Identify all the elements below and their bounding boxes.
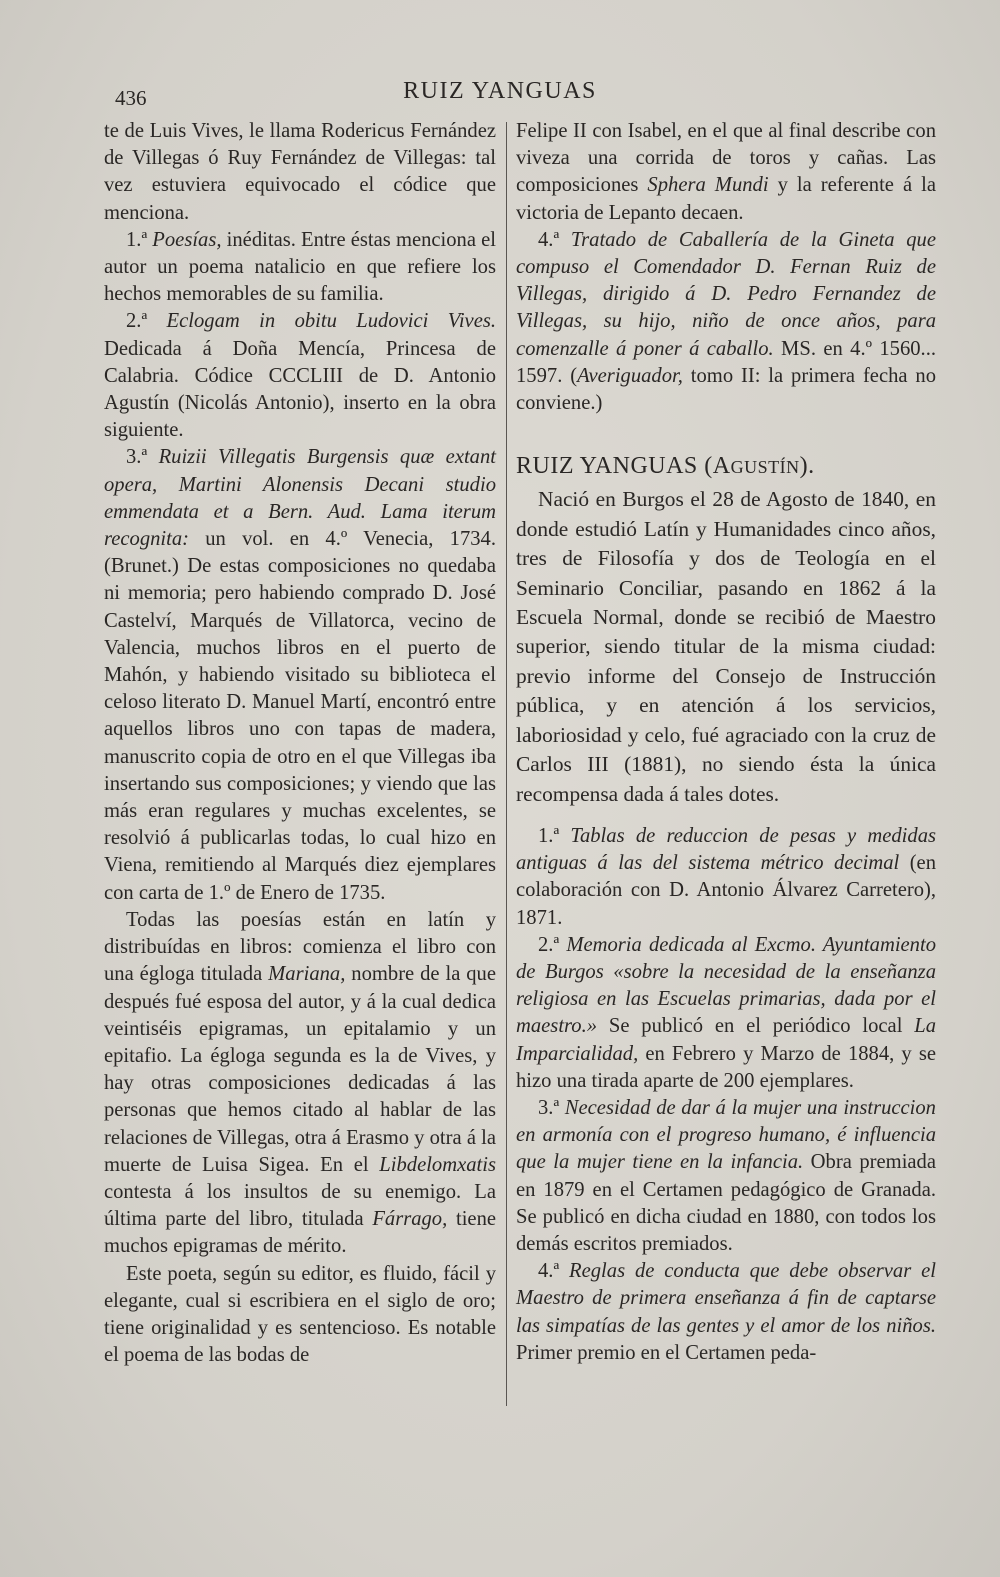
author-given-initial: (A: [704, 453, 731, 480]
item-number: 3.ª: [538, 1096, 560, 1119]
item-text: MS. en 4.º 1560... 1597. (: [516, 337, 936, 387]
work-title: Necesidad de dar á la mujer una instruccion en armonía con el progreso humano, é influencia que la mujer tiene en la infancia.: [516, 1096, 936, 1174]
list-item: [516, 1258, 936, 1367]
text-run: contesta á los insultos de su enemigo. La última parte del libro, titulada: [104, 1180, 496, 1231]
item-text: Primer premio en el Certamen peda-: [516, 1341, 817, 1364]
page-header: [0, 78, 1000, 114]
left-column: [104, 118, 496, 1369]
list-item: [516, 1095, 936, 1258]
right-column: [516, 118, 936, 1367]
work-title: Poesías,: [152, 228, 222, 251]
list-item: [516, 823, 936, 932]
item-text: (en colaboración con D. Antonio Álvarez Carretero), 1871.: [516, 852, 936, 929]
paragraph: te de Luis Vives, le llama Rodericus Fernández de Villegas ó Ruy Fernández de Villegas: tal vez estuviera equivocado el códice que menciona.: [104, 120, 496, 224]
text-run: nombre de la que después fué esposa del autor, y á la cual dedica veintiséis epigramas, un epitalamio y un epitafio. La égloga segunda es la de Vives, y hay otras composiciones dedicadas á las personas que hemos citado al hablar de las relaciones de Villegas, otra á Erasmo y otra á la muerte de Luisa Sigea. En el: [104, 963, 496, 1176]
text-run: y la referente á la victoria de Lepanto decaen.: [516, 174, 936, 224]
column-divider: [506, 122, 507, 1406]
item-number: 2.ª: [538, 933, 560, 956]
list-item: [104, 444, 496, 906]
item-text: Se publicó en el periódico local: [597, 1015, 915, 1038]
item-text: tomo II: la primera fecha no conviene.): [516, 364, 936, 415]
work-title: Mariana,: [268, 963, 346, 986]
work-title: Fárrago,: [372, 1208, 448, 1231]
work-title: Sphera Mundi: [647, 174, 769, 197]
item-text: Obra premiada en 1879 en el Certamen pedagógico de Granada. Se publicó en dicha ciudad en 1880, con todos los demás escritos premiados.: [516, 1151, 936, 1255]
work-title: Tratado de Caballería de la Gineta que compuso el Comendador D. Fernan Ruiz de Villegas, dirigido á D. Pedro Fernandez de Villegas, su hijo, niño de once años, para comenzalle á poner á caballo.: [516, 228, 936, 360]
text-run: tiene muchos epigramas de mérito.: [104, 1208, 497, 1258]
list-item: [516, 227, 936, 417]
work-title: Ruizii Villegatis Burgensis quæ extant opera, Martini Alonensis Decani studio emmendata et a Bern. Aud. Lama iterum recognita:: [104, 446, 496, 551]
author-surname: RUIZ YANGUAS: [516, 453, 698, 480]
item-text: Dedicada á Doña Mencía, Princesa de Calabria. Códice CCCLIII de D. Antonio Agustín (Nicolás Antonio), inserto en la obra siguiente.: [104, 337, 496, 442]
item-text: en Febrero y Marzo de 1884, y se hizo una tirada aparte de 200 ejemplares.: [516, 1042, 936, 1092]
periodical-title: La Imparcialidad,: [516, 1015, 936, 1065]
source-title: Averiguador,: [577, 364, 683, 387]
item-text: inéditas. Entre éstas menciona el autor un poema natalicio en que refiere los hechos memorables de su familia.: [104, 228, 497, 306]
work-title: Memoria dedicada al Excmo. Ayuntamiento de Burgos «sobre la necesidad de la enseñanza religiosa en las Escuelas primarias, dada por el maestro.»: [516, 933, 936, 1038]
paragraph: Este poeta, según su editor, es fluido, fácil y elegante, cual si escribiera en el siglo de oro; tiene originalidad y es sentencioso. Es notable el poema de las bodas de: [104, 1262, 496, 1367]
paragraph: [516, 118, 936, 227]
work-title: Eclogam in obitu Ludovici Vives.: [166, 310, 496, 333]
text-run: Felipe II con Isabel, en el que al final describe con viveza una corrida de toros y cañas. Las composiciones: [516, 120, 936, 197]
item-number: 2.ª: [126, 310, 148, 333]
work-title: Libdelomxatis: [379, 1153, 496, 1176]
item-text: un vol. en 4.º Venecia, 1734. (Brunet.) De estas composiciones no quedaba ni memoria; pero habiendo comprado D. José Castelví, Marqués de Villatorca, vecino de Valencia, muchos libros en el puerto de Mahón, y habiendo visitado su biblioteca el celoso literato D. Manuel Martí, encontró entre aquellos libros uno con tapas de madera, manuscrito copia de otro en el que Villegas iba insertando sus composiciones; y viendo que las más eran regulares y muchas excelentes, se resolvió á publicarlas todas, lo cual hizo en Viena, remitiendo al Marqués diez ejemplares con carta de 1.º de Enero de 1735.: [104, 528, 496, 904]
work-title: Reglas de conducta que debe observar el Maestro de primera enseñanza á fin de captarse las simpatías de las gentes y el amor de los niños.: [516, 1260, 936, 1337]
biography-paragraph: Nació en Burgos el 28 de Agosto de 1840, en donde estudió Latín y Humanidades cinco años, tres de Filosofía y dos de Teología en el Seminario Conciliar, pasando en 1862 á la Escuela Normal, donde se recibió de Maestro superior, siendo titular de la misma ciudad: previo informe del Consejo de Instrucción pública, y en atención á los servicios, laboriosidad y celo, fué agraciado con la cruz de Carlos III (1881), no siendo ésta la única recompensa dada á tales dotes.: [516, 487, 936, 806]
section-heading: [516, 453, 936, 481]
heading-close: ).: [799, 453, 815, 480]
author-given-rest: GUSTÍN: [730, 457, 800, 478]
page-number: 436: [115, 86, 147, 110]
item-number: 4.ª: [538, 1260, 560, 1283]
list-item: [104, 227, 496, 309]
work-title: Tablas de reduccion de pesas y medidas antiguas á las del sistema métrico decimal: [516, 824, 937, 875]
running-title: RUIZ YANGUAS: [403, 78, 597, 104]
item-number: 1.ª: [126, 228, 148, 251]
item-number: 1.ª: [538, 824, 560, 847]
item-number: 3.ª: [126, 446, 148, 469]
item-number: 4.ª: [538, 228, 560, 251]
list-item: [104, 308, 496, 444]
text-run: Todas las poesías están en latín y distribuídas en libros: comienza el libro con una égloga titulada: [104, 908, 496, 986]
list-item: [516, 932, 936, 1095]
paragraph: [104, 907, 496, 1261]
